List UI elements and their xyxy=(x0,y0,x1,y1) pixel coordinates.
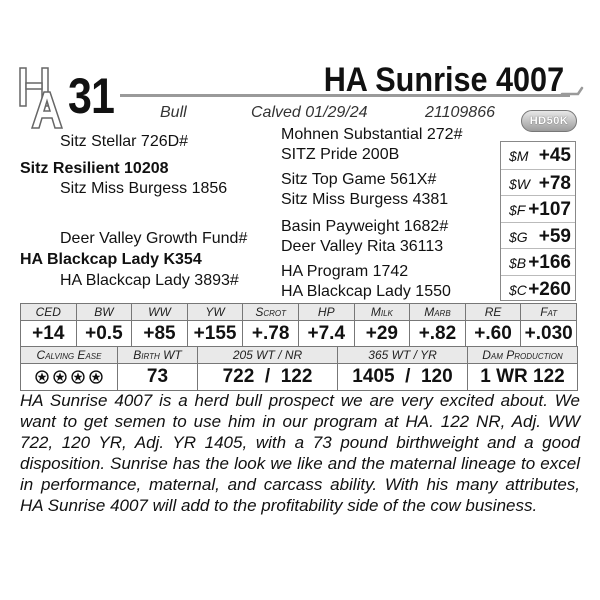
yearling-weight: 1405 xyxy=(352,366,395,387)
epd-header: BW xyxy=(76,304,132,321)
genomic-badge: HD50K xyxy=(521,110,577,132)
pedigree-dam-dam: HA Blackcap Lady 3893# xyxy=(60,272,239,289)
index-value: +59 xyxy=(538,225,571,247)
epd-value: +.030 xyxy=(521,321,577,347)
description-text: HA Sunrise 4007 is a herd bull prospect we are very excited about. We want to get semen to use him in our program at HA. 122 NR, Adj. WW 722, 120 YR, Adj. YR 1405, with a 73 pound birthweight and a good disposition. Sunrise has the look we like and the maternal lineage to excel in performance, maternal, and carcass ability. With his many attributes, HA Sunrise 4007 will add to the profitability side of the cow business. xyxy=(20,391,580,515)
weaning-weight-header: 205 WT / NR xyxy=(198,347,338,364)
calving-ease-value xyxy=(21,364,118,391)
pedigree-sire-dam: Sitz Miss Burgess 1856 xyxy=(60,180,228,197)
slash: / xyxy=(264,366,271,387)
star-in-circle-icon xyxy=(53,370,67,384)
epd-value: +85 xyxy=(132,321,188,347)
epd-header: WW xyxy=(132,304,188,321)
epd-header: HP xyxy=(298,304,354,321)
pedigree-dam-sire: Deer Valley Growth Fund# xyxy=(60,230,248,247)
birth-weight-value: 73 xyxy=(118,364,198,391)
index-value: +45 xyxy=(538,145,571,166)
index-value: +78 xyxy=(538,172,571,194)
dam-production-header: Dam Production xyxy=(468,347,578,364)
index-row xyxy=(501,222,575,249)
weaning-weight-value xyxy=(198,364,338,391)
registration-number: 21109866 xyxy=(425,104,495,121)
index-label: $C xyxy=(509,281,527,298)
epd-value-row xyxy=(21,321,577,347)
epd-header: RE xyxy=(465,304,521,321)
calved-label: Calved xyxy=(251,104,301,121)
index-row xyxy=(501,142,575,169)
index-value: +166 xyxy=(528,252,571,273)
epd-header: Scrot xyxy=(243,304,299,321)
epd-value: +0.5 xyxy=(76,321,132,347)
pedigree-ancestor: Basin Payweight 1682# xyxy=(281,218,449,235)
index-row xyxy=(501,195,575,222)
pedigree-sire-sire: Sitz Stellar 726D# xyxy=(60,133,189,150)
yearling-weight-value xyxy=(338,364,468,391)
ranch-brand-icon xyxy=(18,66,74,130)
index-label: $M xyxy=(509,148,529,164)
epd-header: Marb xyxy=(410,304,466,321)
pedigree-ancestor: SITZ Pride 200B xyxy=(281,146,400,163)
performance-table xyxy=(20,346,578,391)
calving-ease-header: Calving Ease xyxy=(21,347,118,364)
index-label: $F xyxy=(509,202,526,218)
star-in-circle-icon xyxy=(89,370,103,384)
index-row xyxy=(501,248,575,275)
pedigree-ancestor: Mohnen Substantial 272# xyxy=(281,126,463,143)
weaning-ratio: 122 xyxy=(280,366,313,387)
animal-sex: Bull xyxy=(160,104,187,121)
epd-value: +.78 xyxy=(243,321,299,347)
epd-value: +14 xyxy=(21,321,77,347)
pedigree-dam: HA Blackcap Lady K354 xyxy=(20,251,202,268)
index-row xyxy=(501,169,575,196)
epd-header-row xyxy=(21,304,577,321)
pedigree-ancestor: HA Blackcap Lady 1550 xyxy=(281,283,451,300)
weaning-weight: 722 xyxy=(222,366,255,387)
index-row xyxy=(501,275,575,302)
calved-info xyxy=(251,104,368,122)
performance-header-row xyxy=(21,347,578,364)
epd-value: +29 xyxy=(354,321,410,347)
epd-value: +.82 xyxy=(410,321,466,347)
epd-value: +.60 xyxy=(465,321,521,347)
index-label: $W xyxy=(509,175,530,192)
index-label: $G xyxy=(509,228,528,245)
animal-name: HA Sunrise 4007 xyxy=(323,61,564,99)
pedigree-ancestor: Deer Valley Rita 36113 xyxy=(281,238,444,255)
pedigree-sire: Sitz Resilient 10208 xyxy=(20,160,169,177)
epd-header: YW xyxy=(187,304,243,321)
dollar-index-box xyxy=(500,141,576,301)
lot-number: 31 xyxy=(68,68,115,124)
calved-date: 01/29/24 xyxy=(305,104,368,121)
pedigree-ancestor: HA Program 1742 xyxy=(281,263,409,280)
star-in-circle-icon xyxy=(35,370,49,384)
epd-header: Milk xyxy=(354,304,410,321)
index-value: +260 xyxy=(528,278,571,300)
index-value: +107 xyxy=(528,199,571,220)
index-label: $B xyxy=(509,255,527,271)
yearling-ratio: 120 xyxy=(420,366,453,387)
slash: / xyxy=(405,366,411,387)
epd-table xyxy=(20,303,577,347)
epd-header: CED xyxy=(21,304,77,321)
yearling-weight-header: 365 WT / YR xyxy=(338,347,468,364)
epd-header: Fat xyxy=(521,304,577,321)
star-in-circle-icon xyxy=(71,370,85,384)
calving-ease-icons xyxy=(35,370,103,384)
epd-value: +155 xyxy=(187,321,243,347)
dam-production-value: 1 WR 122 xyxy=(468,364,578,391)
birth-weight-header: Birth WT xyxy=(118,347,198,364)
pedigree-ancestor: Sitz Top Game 561X# xyxy=(281,171,437,188)
performance-value-row xyxy=(21,364,578,391)
pedigree-ancestor: Sitz Miss Burgess 4381 xyxy=(281,191,449,208)
epd-value: +7.4 xyxy=(298,321,354,347)
